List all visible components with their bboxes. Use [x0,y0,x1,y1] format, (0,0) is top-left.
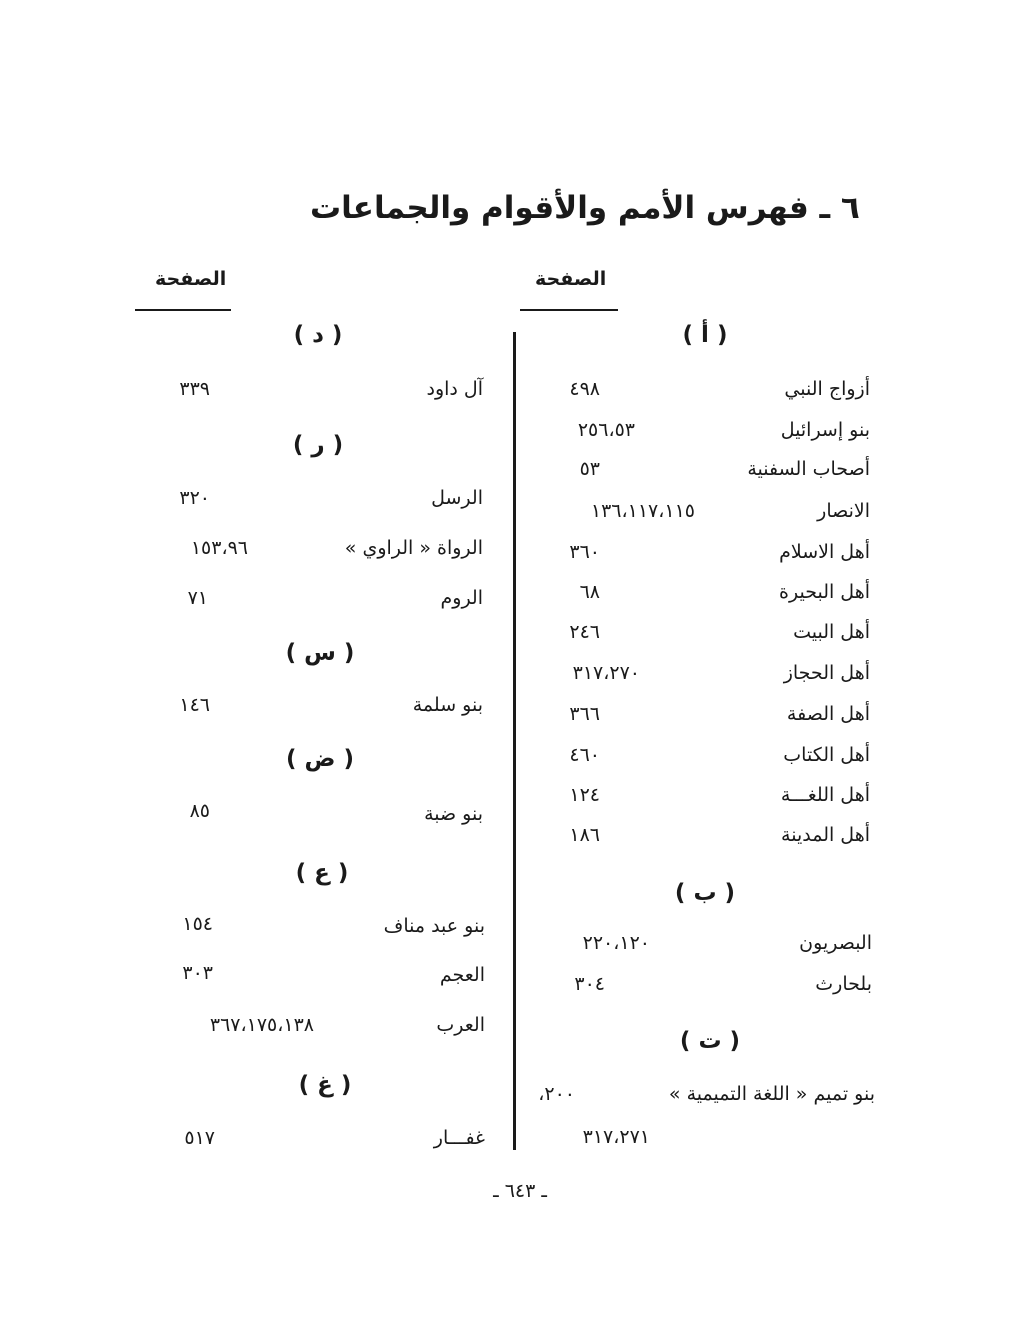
entry-name: الروم [440,587,483,609]
entry-name: بلحارث [815,973,872,995]
entry-pages: ٣٠٤ [574,973,605,995]
entry-pages: ١٣٦،١١٧،١١٥ [590,500,695,522]
entry-pages: ٧١ [187,587,208,609]
section-letter: ( ت ) [679,1028,741,1054]
entry-pages: ٣٦٦ [569,703,600,725]
entry-pages: ٣١٧،٢٧١ [582,1126,650,1148]
entry-name: بنو إسرائيل [780,419,870,441]
entry-pages: ٣٢٠ [179,487,210,509]
column-divider [513,332,516,1150]
entry-pages: ٤٦٠ [569,744,600,766]
entry-pages: ١٥٤ [182,913,213,935]
entry-name: أهل الكتاب [783,744,870,766]
entry-pages: ١٤٦ [179,694,210,716]
section-letter: ( د ) [293,322,343,348]
entry-name: بنو عبد مناف [383,915,485,937]
entry-name: بنو ضبة [424,803,483,825]
entry-pages: ٢٥٦،٥٣ [577,419,635,441]
entry-name: أزواج النبي [784,378,870,400]
entry-name: أهل البحيرة [779,581,870,603]
entry-name: العرب [436,1014,485,1036]
entry-pages: ٨٥ [189,800,210,822]
entry-name: الرسل [431,487,483,509]
section-letter: ( غ ) [298,1072,352,1098]
entry-pages: ٥١٧ [184,1127,215,1149]
entry-pages: ١٢٤ [569,784,600,806]
left-header-underline [135,309,231,311]
entry-name: أصحاب السفنية [747,458,870,480]
entry-name: أهل المدينة [781,824,870,846]
entry-pages: ٤٩٨ [569,378,600,400]
entry-pages: ٦٨ [579,581,600,603]
entry-name: بنو سلمة [412,694,483,716]
section-letter: ( ر ) [292,432,344,458]
entry-name: أهل البيت [793,621,870,643]
entry-name: البصريون [799,932,872,954]
entry-pages: ٣٦٠ [569,541,600,563]
right-column-header: الصفحة [535,268,607,290]
section-letter: ( س ) [285,640,355,666]
entry-pages: ٣٦٧،١٧٥،١٣٨ [209,1014,314,1036]
entry-pages: ١٨٦ [569,824,600,846]
right-header-underline [520,309,618,311]
section-letter: ( ض ) [286,746,354,772]
entry-name: أهل اللغـــة [780,784,870,806]
section-letter: ( أ ) [682,322,728,348]
entry-name: أهل الاسلام [779,541,870,563]
entry-name: أهل الحجاز [783,662,870,684]
entry-name: غفـــار [433,1127,485,1149]
entry-pages: ٣١٧،٢٧٠ [572,662,640,684]
page-number: ـ ٦٤٣ ـ [493,1180,547,1202]
entry-name: العجم [439,964,485,986]
entry-pages: ٢٠٠، [538,1083,575,1105]
entry-pages: ٢٤٦ [569,621,600,643]
entry-name: الرواة « الراوي » [344,537,483,559]
entry-pages: ٣٠٣ [182,962,213,984]
page-title: ٦ ـ فهرس الأمم والأقوام والجماعات [310,190,860,226]
left-column-header: الصفحة [155,268,227,290]
entry-name: بنو تميم « اللغة التميمية » [668,1083,875,1105]
entry-pages: ١٥٣،٩٦ [190,537,248,559]
entry-pages: ٥٣ [579,458,600,480]
entry-pages: ٣٣٩ [179,378,210,400]
section-letter: ( ع ) [295,860,349,886]
entry-name: الانصار [817,500,870,522]
entry-name: أهل الصفة [786,703,870,725]
entry-name: آل داود [426,378,483,400]
entry-pages: ٢٢٠،١٢٠ [582,932,650,954]
section-letter: ( ب ) [674,880,736,906]
